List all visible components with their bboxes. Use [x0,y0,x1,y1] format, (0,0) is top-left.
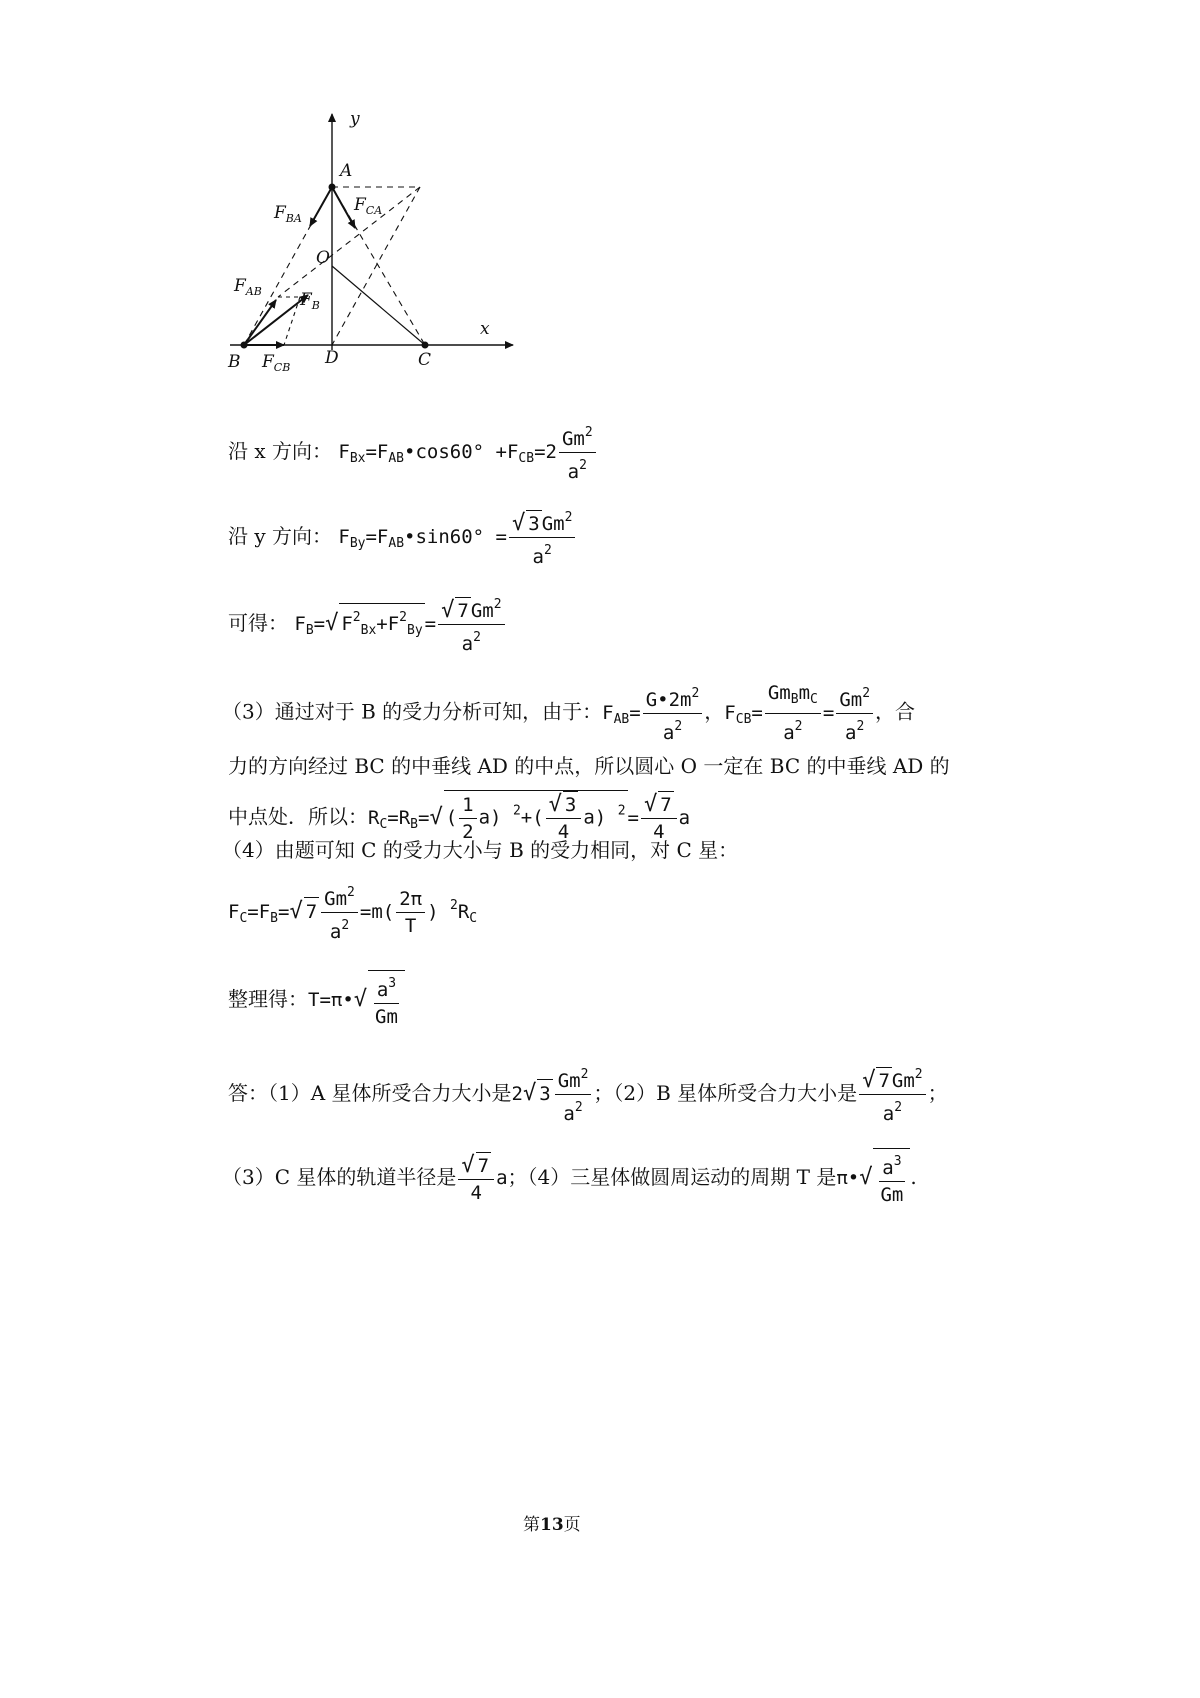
arrow-f-ca [332,187,355,228]
arrow-f-b [244,295,308,345]
text: 整理得： [228,987,308,1011]
formula: $F_{By}=F_{AB}•\sin 60^\circ$ = $\frac{√ 3 Gm^2}{a^2}$ [338,526,577,548]
label-x-direction: 沿 x 方向： [228,439,332,463]
para-3-line-1 [222,680,915,746]
eq-y-direction [228,505,577,570]
text: （3）通过对于 B 的受力分析可知，由于： [222,699,603,724]
label-fb: 可得： [228,611,288,635]
formula: $F_B=√$ $F^2_{Bx}+F^2_{By}$ = $\frac{√ 7 Gm^2}{a^2}$ [294,613,506,635]
text: ，合 [875,699,916,724]
answer-line-1 [228,1062,948,1127]
formula: $R_C=R_B=√$ ( $\frac{1}{2}$ a) $^2$+( $\frac{√ 3}{4}$ a) $^2$ = $\frac{√ 7}{4}$ a [368,792,691,843]
text: ， [704,699,725,724]
formula: $\frac{√ 7 Gm^2}{a^2}$ [857,1083,927,1105]
label-c: C [418,350,432,370]
label-f-ca: $F_{CA}$ [354,195,383,217]
para-3-line-2: 力的方向经过 BC 的中垂线 AD 的中点，所以圆心 O 一定在 BC 的中垂线 AD 的 [228,754,950,778]
text: 页 [563,1515,581,1535]
label-y-direction: 沿 y 方向： [228,524,333,548]
point-b [241,342,248,349]
label-x: x [480,319,490,339]
formula: T=π•√ $\frac{a^3}{Gm}$ [308,989,405,1011]
eq-fc [228,880,477,945]
arrow-f-ba [310,187,332,226]
text: 中点处．所以： [228,804,368,829]
text: （3）C 星体的轨道半径是 [222,1165,457,1189]
text: ； [927,1081,948,1105]
label-f-b: $F_B$ [300,290,320,312]
label-f-cb: $F_{CB}$ [262,352,291,374]
formula: $F_C=F_B=√$ 7 $\frac{Gm^2}{a^2}$ =m( $\frac{2\pi}{T}$ ) $^2R_C$ [228,901,477,923]
formula: $F_{CB}=$ $\frac{Gm_Bm_C}{a^2}$ = $\frac{Gm^2}{a^2}$ [724,702,875,724]
page-number-value: 13 [540,1515,564,1535]
text: ；（4）三星体做圆周运动的周期 T 是 [507,1165,837,1189]
formula: π•√ $\frac{a^3}{Gm}$ [836,1167,910,1189]
answer-line-2 [222,1148,917,1208]
point-a [329,184,336,191]
eq-x-direction [228,420,598,485]
formula: $\frac{√ 7}{4}$ a [456,1167,507,1189]
point-c [422,342,429,349]
formula: 2√ 3 $\frac{Gm^2}{a^2}$ [512,1083,594,1105]
line-oc [332,266,425,345]
formula: $F_{AB}=$ $\frac{G•2m^2}{a^2}$ [602,702,704,724]
eq-period [228,970,405,1030]
label-a: A [340,161,353,181]
force-diagram [230,108,530,378]
text: 第 [523,1515,540,1535]
formula: $F_{Bx}=F_{AB}•\cos 60^\circ +F_{CB}=2$ $\frac{Gm^2}{a^2}$ [338,441,597,463]
label-f-ab: $F_{AB}$ [234,276,262,298]
para-4-line-1: （4）由题可知 C 的受力大小与 B 的受力相同，对 C 星： [222,838,739,862]
page-number [523,1510,581,1535]
label-b: B [228,352,241,372]
eq-fb [228,592,507,657]
label-y: y [350,109,360,129]
text: 答：（1）A 星体所受合力大小是 [228,1081,512,1105]
text: ；（2）B 星体所受合力大小是 [593,1081,858,1105]
label-f-ba: $F_{BA}$ [274,203,302,225]
label-d: D [325,348,339,368]
label-o: O [316,248,330,268]
text: . [910,1165,917,1189]
